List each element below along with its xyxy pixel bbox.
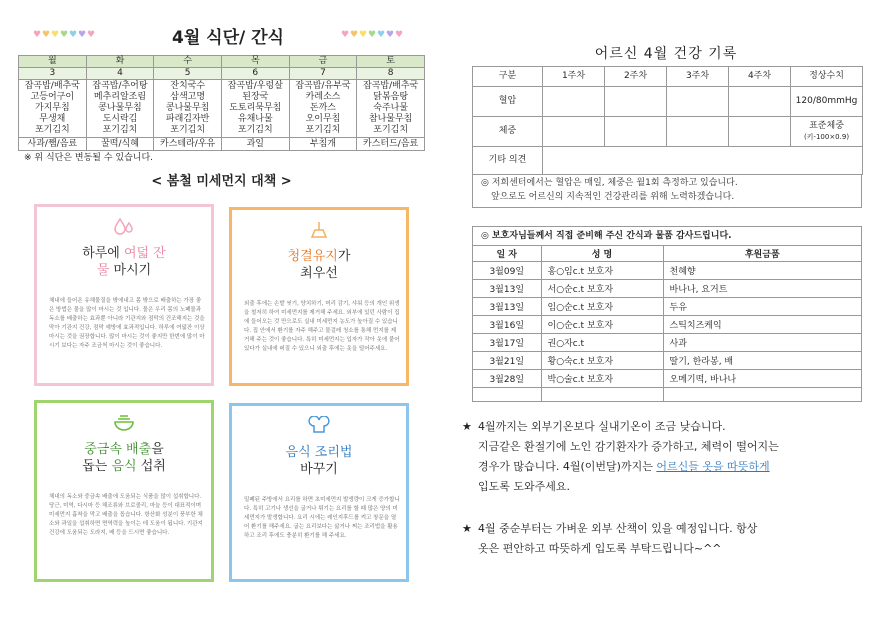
menu-date: 4 [86, 68, 154, 80]
dish: 파래김자반 [165, 114, 210, 124]
health-note [472, 174, 862, 208]
table-row [473, 297, 861, 315]
thanks-item: 두유 [663, 297, 861, 315]
table-row [473, 351, 861, 369]
thanks-name: 황○숙c.t 보호자 [541, 351, 663, 369]
menu-dish-row [19, 80, 425, 138]
card-heavy-metal-food [34, 400, 214, 582]
thanks-table [473, 246, 861, 401]
health-header-row [473, 67, 863, 87]
menu-date: 5 [154, 68, 222, 80]
dish: 포기김치 [34, 125, 70, 135]
menu-dishes [19, 80, 87, 138]
menu-day-row [19, 56, 425, 68]
week-cell [543, 87, 605, 117]
dish: 고등어구이 [30, 92, 75, 102]
thanks-item: 사과 [663, 333, 861, 351]
menu-day: 금 [289, 56, 357, 68]
thanks-column-header: 성 명 [541, 246, 663, 261]
table-row [473, 333, 861, 351]
dish: 오이무침 [305, 114, 341, 124]
dish: 잡곡밥/우렁살 [227, 81, 283, 91]
thanks-date: 3월16일 [473, 315, 541, 333]
empty-cell [541, 387, 663, 401]
week-cell [667, 117, 729, 147]
dish: 포기김치 [305, 125, 341, 135]
menu-date-row [19, 68, 425, 80]
health-row-blood-pressure [473, 87, 863, 117]
thanks-column-row [473, 246, 861, 261]
thanks-date: 3월21일 [473, 351, 541, 369]
thanks-item: 스틱치즈케익 [663, 315, 861, 333]
table-row [473, 279, 861, 297]
week-cell [667, 87, 729, 117]
thanks-box [472, 226, 862, 402]
menu-snack: 사과/쨈/음료 [19, 138, 87, 151]
thanks-name: 서○순c.t 보호자 [541, 279, 663, 297]
dish: 포기김치 [170, 125, 206, 135]
notice-line: 입도록 도와주세요. [478, 480, 571, 493]
health-note-line2: 앞으로도 어르신의 지속적인 건강관리를 위해 노력하겠습니다. [491, 192, 735, 202]
health-header-cell: 4주차 [729, 67, 791, 87]
card-title: 음식 조리법 바꾸기 [285, 445, 353, 477]
menu-date: 6 [221, 68, 289, 80]
heart-icon: ♥ [358, 30, 367, 40]
week-cell [543, 117, 605, 147]
menu-title: 4월 식단/ 간식 [172, 28, 284, 48]
table-row [473, 261, 861, 279]
dish: 유채나물 [237, 114, 273, 124]
health-row-weight [473, 117, 863, 147]
notice-line: 옷은 편안하고 따뜻하게 입도록 부탁드립니다~^^ [478, 542, 722, 555]
week-cell [729, 87, 791, 117]
card-keep-clean [229, 207, 409, 386]
dish: 잔치국수 [170, 81, 206, 91]
heart-icon: ♥ [86, 30, 95, 40]
heart-icon: ♥ [376, 30, 385, 40]
row-label: 기타 의견 [473, 147, 543, 175]
card-cooking-method [229, 403, 409, 582]
table-row [473, 315, 861, 333]
health-header-cell: 2주차 [605, 67, 667, 87]
star-icon: ★ [462, 522, 472, 535]
dish: 메추리알조림 [93, 92, 147, 102]
thanks-name: 임○순c.t 보호자 [541, 297, 663, 315]
notice-walk [462, 519, 872, 559]
dish: 돈까스 [309, 103, 336, 113]
menu-day: 월 [19, 56, 87, 68]
dish: 포기김치 [373, 125, 409, 135]
dish: 참나물무침 [368, 114, 413, 124]
menu-date: 8 [357, 68, 425, 80]
row-label: 체중 [473, 117, 543, 147]
card-title: 중금속 배출을 돕는 음식 섭취 [82, 442, 166, 474]
dish: 포기김치 [237, 125, 273, 135]
card-title: 하루에 여덟 잔 물 마시기 [82, 246, 166, 278]
thanks-name: 권○자c.t [541, 333, 663, 351]
dish: 무생채 [39, 114, 66, 124]
menu-snack: 꿀떡/식혜 [86, 138, 154, 151]
heart-icon: ♥ [59, 30, 68, 40]
dish: 잡곡밥/추어탕 [92, 81, 148, 91]
menu-dishes [221, 80, 289, 138]
health-note-line1: ◎ 저희센터에서는 혈압은 매일, 체중은 월1회 측정하고 있습니다. [481, 178, 738, 188]
health-header-cell: 3주차 [667, 67, 729, 87]
card-title: 청결유지가 최우선 [287, 249, 351, 281]
menu-day: 목 [221, 56, 289, 68]
thanks-date: 3월09일 [473, 261, 541, 279]
health-header-cell: 정상수치 [791, 67, 863, 87]
heart-icon: ♥ [50, 30, 59, 40]
thanks-date: 3월17일 [473, 333, 541, 351]
heart-icon: ♥ [394, 30, 403, 40]
dish: 카레소스 [305, 92, 341, 102]
cleaning-icon [232, 220, 406, 244]
thanks-date: 3월28일 [473, 369, 541, 387]
dust-title: < 봄철 미세먼지 대책 > [151, 174, 292, 189]
empty-cell [473, 387, 541, 401]
other-opinion-cell [543, 147, 863, 175]
menu-note: ※ 위 식단은 변동될 수 있습니다. [24, 153, 154, 163]
heart-icon: ♥ [367, 30, 376, 40]
health-record-table [472, 66, 863, 175]
notice-line: 지금같은 환절기에 노인 감기환자가 증가하고, 체력이 떨어지는 [478, 440, 779, 453]
heart-icon: ♥ [77, 30, 86, 40]
menu-day: 수 [154, 56, 222, 68]
menu-title-row [18, 22, 430, 50]
normal-value: 표준체중 (키-100×0.9) [791, 117, 863, 147]
thanks-item: 오메기떡, 바나나 [663, 369, 861, 387]
table-row [473, 369, 861, 387]
menu-dishes [154, 80, 222, 138]
thanks-item: 천혜향 [663, 261, 861, 279]
heart-icon: ♥ [32, 30, 41, 40]
menu-dishes [289, 80, 357, 138]
dish: 잡곡밥/유부국 [295, 81, 351, 91]
dish: 포기김치 [102, 125, 138, 135]
menu-date: 7 [289, 68, 357, 80]
thanks-header: ◎ 보호자님들께서 직접 준비해 주신 간식과 물품 감사드립니다. [473, 227, 861, 246]
table-row-empty [473, 387, 861, 401]
water-drop-icon [37, 217, 211, 241]
thanks-column-header: 일 자 [473, 246, 541, 261]
menu-snack: 부침개 [289, 138, 357, 151]
thanks-date: 3월13일 [473, 297, 541, 315]
thanks-name: 박○술c.t 보호자 [541, 369, 663, 387]
dish: 도토리묵무침 [229, 103, 282, 113]
dish: 된장국 [242, 92, 269, 102]
menu-dishes [357, 80, 425, 138]
week-cell [605, 87, 667, 117]
notice-line: 4월 중순부터는 가벼운 외부 산책이 있을 예정입니다. 항상 [478, 522, 758, 535]
notice-line: 4월까지는 외부기온보다 실내기온이 조금 낮습니다. [478, 420, 726, 433]
dish: 숙주나물 [373, 103, 409, 113]
week-cell [605, 117, 667, 147]
card-drink-water [34, 204, 214, 386]
menu-table [18, 55, 425, 151]
heart-icon: ♥ [340, 30, 349, 40]
menu-snack: 과일 [221, 138, 289, 151]
empty-cell [663, 387, 861, 401]
health-title: 어르신 4월 건강 기록 [594, 46, 738, 62]
heart-icon: ♥ [349, 30, 358, 40]
menu-day: 화 [86, 56, 154, 68]
thanks-column-header: 후원금품 [744, 249, 780, 260]
menu-dishes [86, 80, 154, 138]
week-cell [729, 117, 791, 147]
card-body: 체내의 독소와 중금속 배출에 도움되는 식품을 많이 섭취합니다. 당근, 미역, 다시마 등 해조류와 브로콜리, 마늘 등이 대표적이며 미세먼지 흡착을 막고 배출을 돕습니다. 항산화 성분이 풍부한 채소와 과일을 섭취하면 면역력을 높이는 데 도움이 됩니다. 기관지 건강에 도움되는 도라지, 배 등을 드시면 좋습니다. [49, 494, 203, 536]
notice-line: 경우가 많습니다. 4월(이번달)까지는 어르신들 옷을 따뜻하게 [478, 460, 770, 473]
menu-snack-row [19, 138, 425, 151]
menu-day: 토 [357, 56, 425, 68]
thanks-name: 홍○임c.t 보호자 [541, 261, 663, 279]
menu-date: 3 [19, 68, 87, 80]
dish: 콩나물무침 [98, 103, 142, 113]
menu-snack: 카스테라/우유 [154, 138, 222, 151]
chef-hat-icon [232, 416, 406, 440]
notice-warm-clothes [462, 417, 872, 497]
menu-snack: 카스터드/음료 [357, 138, 425, 151]
dish: 콩나물무침 [165, 103, 210, 113]
card-body: 밀폐된 주방에서 요리를 하면 초미세먼지 발생량이 크게 증가합니다. 특히 고기나 생선을 굽거나 튀기는 요리를 할 때 많은 양의 미세먼지가 발생합니다. 요리 시에는 레인지후드를 켜고 창문을 열어 환기를 해주세요. 굽는 요리보다는 삶거나 찌는 조리법을 활용하고 조리 후에도 충분히 환기를 해 주세요. [244, 497, 400, 539]
heart-decoration-right [340, 30, 403, 40]
card-body: 외출 후에는 손발 씻기, 양치하기, 머리 감기, 샤워 등의 개인 위생을 철저히 하여 미세먼지를 제거해 주세요. 외부에 있던 사람이 집에 들어오는 것 만으로도 실내 미세먼지 농도가 높아질 수 있습니다. 집 안에서 환기를 자주 해주고 물걸레 청소를 통해 먼지를 제거해 주는 것이 좋습니다. 특히 미세먼지는 입자가 작아 옷에 붙어있다가 실내에 퍼질 수 있으니 외출 후에는 옷을 털어주세요. [244, 301, 400, 352]
card-body: 체내에 들어온 유해물질을 밖에내고 몸 밖으로 배출하는 가장 좋은 방법은 물을 많이 마시는 것 입니다. 물은 우리 몸의 노폐물과 독소를 배출하는 효과뿐 아니라 기관지와 점막의 건조해지는 것을 막아 기관지 건강, 점막 예방에 효과적입니다. 하루에 여덟잔 이상 마시는 것을 권장합니다. 많이 마시는 것이 좋지만 한번에 많이 마시기 보다는 자주 조금씩 마시는 것이 좋습니다. [49, 298, 205, 349]
dish: 잡곡밥/배추국 [24, 81, 80, 91]
thanks-item: 딸기, 한라봉, 배 [663, 351, 861, 369]
dish: 닭볶음탕 [373, 92, 409, 102]
health-row-other [473, 147, 863, 175]
heart-decoration-left [32, 30, 95, 40]
dish: 도시락김 [102, 114, 138, 124]
normal-value: 120/80mmHg [791, 87, 863, 117]
star-icon: ★ [462, 420, 472, 433]
thanks-date: 3월13일 [473, 279, 541, 297]
heart-icon: ♥ [41, 30, 50, 40]
heart-icon: ♥ [385, 30, 394, 40]
health-header-cell: 구분 [473, 67, 543, 87]
thanks-body [473, 261, 861, 401]
row-label: 혈압 [473, 87, 543, 117]
bowl-icon [37, 413, 211, 437]
dish: 잡곡밥/배추국 [363, 81, 419, 91]
heart-icon: ♥ [68, 30, 77, 40]
dish: 삼색고명 [170, 92, 206, 102]
health-header-cell: 1주차 [543, 67, 605, 87]
thanks-name: 이○순c.t 보호자 [541, 315, 663, 333]
thanks-item: 바나나, 요거트 [663, 279, 861, 297]
dish: 가지무침 [34, 103, 70, 113]
